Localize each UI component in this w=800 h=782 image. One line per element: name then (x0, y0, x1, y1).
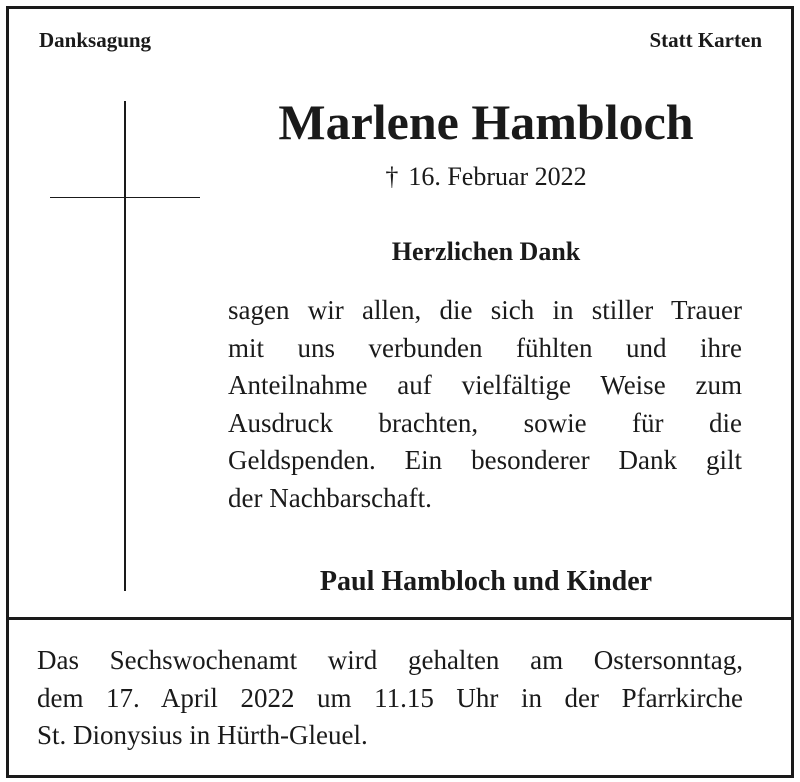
thanks-line: mit uns verbunden fühlten und ihre (228, 332, 742, 363)
cross-horizontal-bar (50, 197, 200, 198)
service-line: Das Sechswochenamt wird gehalten am Ostersonntag, (37, 645, 743, 675)
thanks-line: Geldspenden. Ein besonderer Dank gilt (228, 445, 742, 475)
service-line: St. Dionysius in Hürth-Gleuel. (37, 720, 368, 750)
section-divider (9, 617, 791, 620)
service-line: dem 17. April 2022 um 11.15 Uhr in der Pfarrkirche (37, 682, 743, 713)
statt-karten-label: Statt Karten (649, 28, 762, 52)
thanks-line: sagen wir allen, die sich in stiller Trauer (228, 295, 742, 325)
cross-vertical-bar (124, 101, 126, 591)
thanks-line: der Nachbarschaft. (228, 482, 432, 513)
deceased-name: Marlene Hambloch (278, 94, 694, 150)
death-date: 16. Februar 2022 (408, 162, 587, 191)
dagger-icon: † (385, 162, 399, 191)
service-announcement (37, 642, 743, 755)
notice-type-label: Danksagung (39, 28, 152, 52)
thanks-line: Anteilnahme auf vielfältige Weise zum (228, 370, 742, 400)
thanks-heading: Herzlichen Dank (391, 237, 581, 266)
signature: Paul Hambloch und Kinder (319, 566, 653, 597)
thanks-paragraph (228, 292, 742, 517)
thanks-line: Ausdruck brachten, sowie für die (228, 407, 742, 438)
death-date-line (228, 161, 744, 193)
